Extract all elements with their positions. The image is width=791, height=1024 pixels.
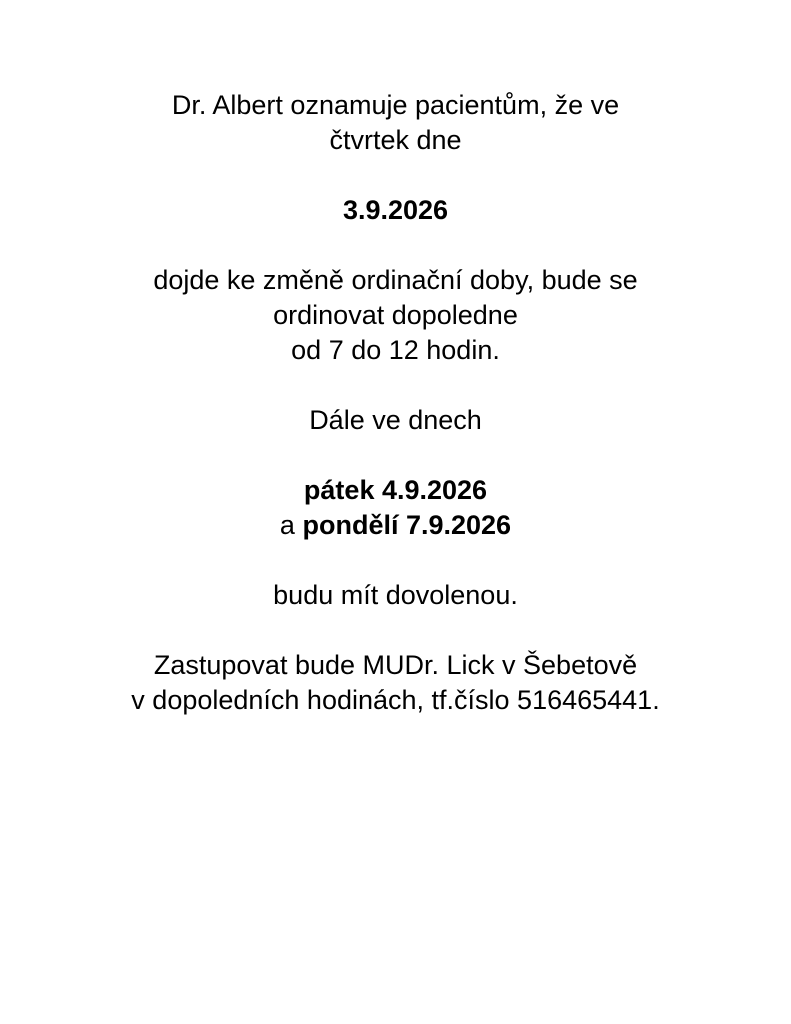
hours-change-paragraph	[0, 263, 791, 368]
connector-text: a	[279, 510, 295, 540]
substitute-line-2: v dopoledních hodinách, tf.číslo 516465441.	[131, 685, 660, 715]
vacation-days-paragraph	[0, 473, 791, 543]
change-line-2: ordinovat dopoledne	[273, 300, 518, 330]
change-line-1: dojde ke změně ordinační doby, bude se	[153, 265, 638, 295]
vacation-day-1: pátek 4.9.2026	[303, 475, 488, 505]
vacation-day-2-line	[0, 508, 791, 543]
intro-line-1: Dr. Albert oznamuje pacientům, že ve	[171, 90, 620, 120]
further-days-text: Dále ve dnech	[309, 405, 482, 435]
substitute-paragraph	[0, 648, 791, 718]
change-line-3: od 7 do 12 hodin.	[291, 335, 500, 365]
vacation-day-2: pondělí 7.9.2026	[302, 510, 512, 540]
intro-paragraph	[0, 88, 791, 158]
substitute-line-1: Zastupovat bude MUDr. Lick v Šebetově	[153, 650, 638, 680]
date-paragraph	[0, 193, 791, 228]
further-days-paragraph	[0, 403, 791, 438]
main-date: 3.9.2026	[342, 195, 449, 225]
vacation-paragraph	[0, 578, 791, 613]
notice-body	[0, 88, 791, 718]
intro-line-2: čtvrtek dne	[329, 125, 462, 155]
vacation-text: budu mít dovolenou.	[273, 580, 518, 610]
